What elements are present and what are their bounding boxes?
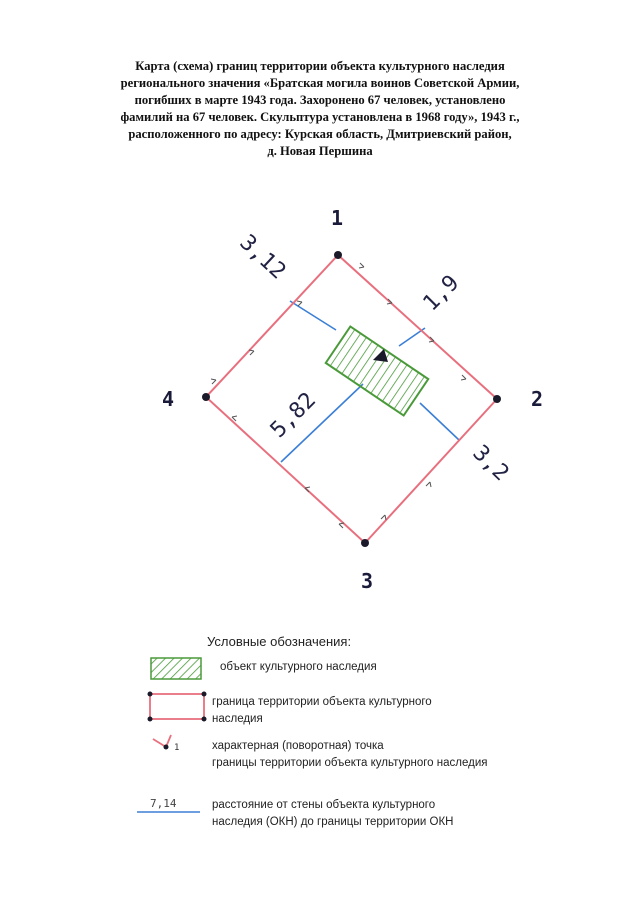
title-line: расположенного по адресу: Курская область, Дмитриевский район, xyxy=(128,127,512,141)
legend-title: Условные обозначения: xyxy=(207,634,352,649)
turning-point-3 xyxy=(361,539,369,547)
turning-point-4 xyxy=(202,393,210,401)
legend-item-turning-point xyxy=(212,738,487,772)
distance-label-3-12: 3,12 xyxy=(234,230,291,285)
turning-point-1 xyxy=(334,251,342,259)
legend-point-sample: 1 xyxy=(174,743,180,753)
distance-line-3-2 xyxy=(420,403,459,440)
distance-label-1-9: 1,9 xyxy=(418,270,465,317)
legend-distance-sample: 7,14 xyxy=(150,797,177,810)
legend-item-distance xyxy=(212,797,454,831)
title-line: погибших в марте 1943 года. Захоронено 67 человек, установлено xyxy=(134,93,506,107)
legend-text-line: характерная (поворотная) точка xyxy=(212,740,384,752)
legend-item-boundary xyxy=(212,694,432,728)
distance-label-5-82: 5,82 xyxy=(265,387,321,443)
point-label-3: 3 xyxy=(360,569,374,593)
point-label-1: 1 xyxy=(330,206,344,230)
title-line: Карта (схема) границ территории объекта культурного наследия xyxy=(135,59,505,73)
legend-text-line: границы территории объекта культурного наследия xyxy=(212,757,488,769)
legend-text-line: наследия xyxy=(212,713,263,725)
distance-line-3-12 xyxy=(290,301,336,330)
point-label-2: 2 xyxy=(530,387,544,411)
legend-turning-point-icon xyxy=(153,735,179,753)
legend-text-line: расстояние от стены объекта культурного xyxy=(212,799,436,811)
title-line: д. Новая Першина xyxy=(267,144,373,158)
title-line: регионального значения «Братская могила воинов Советской Армии, xyxy=(120,76,520,90)
legend-item-object xyxy=(220,659,377,676)
point-label-4: 4 xyxy=(161,387,175,411)
turning-point-2 xyxy=(493,395,501,403)
distance-label-3-2: 3,2 xyxy=(467,440,514,487)
title-line: фамилий на 67 человек. Скульптура установлена в 1968 году», 1943 г., xyxy=(120,110,520,124)
legend-text-line: наследия (ОКН) до границы территории ОКН xyxy=(212,816,454,828)
legend-text-line: граница территории объекта культурного xyxy=(212,696,432,708)
heritage-object xyxy=(326,326,429,415)
legend-boundary-icon xyxy=(148,692,207,722)
legend-text-line: объект культурного наследия xyxy=(220,661,377,673)
legend-hatch-icon xyxy=(151,658,201,679)
